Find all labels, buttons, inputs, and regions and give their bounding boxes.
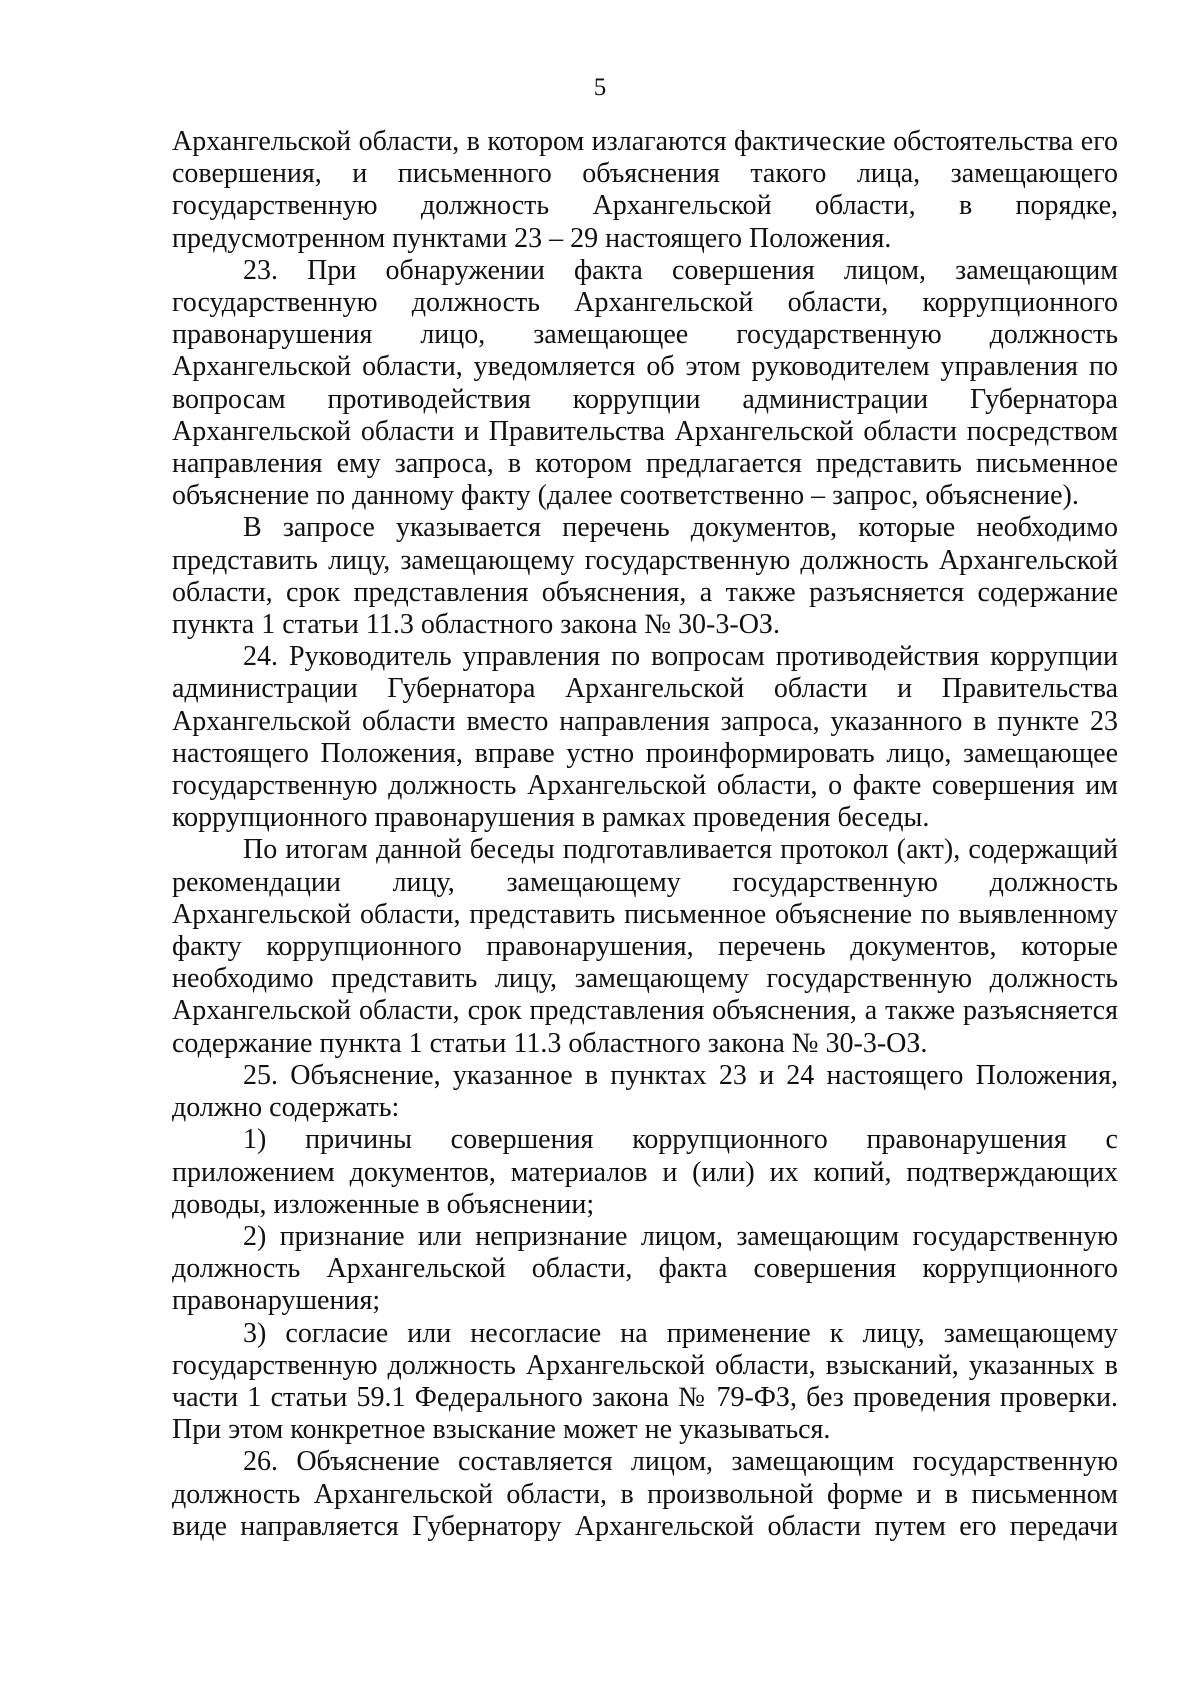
document-body	[172, 126, 1118, 1543]
paragraph-clause-23: 23. При обнаружении факта совершения лицом, замещающим государственную должность Архангельской области, коррупционного правонарушения лицо, замещающее государственную должность Архангельской области, уведомляется об этом руководителем управления по вопросам противодействия коррупции администрации Губернатора Архангельской области и Правительства Архангельской области посредством направления ему запроса, в котором предлагается представить письменное объяснение по данному факту (далее соответственно – запрос, объяснение).	[172, 254, 1118, 512]
paragraph-continuation: Архангельской области, в котором излагаются фактические обстоятельства его совершения, и письменного объяснения такого лица, замещающего государственную должность Архангельской области, в порядке, предусмотренном пунктами 23 – 29 настоящего Положения.	[172, 126, 1118, 254]
list-item-2: 2) признание или непризнание лицом, замещающим государственную должность Архангельской области, факта совершения коррупционного правонарушения;	[172, 1220, 1118, 1317]
list-item-3: 3) согласие или несогласие на применение к лицу, замещающему государственную должность Архангельской области, взысканий, указанных в части 1 статьи 59.1 Федерального закона № 79-ФЗ, без проведения проверки. При этом конкретное взыскание может не указываться.	[172, 1317, 1118, 1446]
paragraph-request-contents: В запросе указывается перечень документов, которые необходимо представить лицу, замещающему государственную должность Архангельской области, срок представления объяснения, а также разъясняется содержание пункта 1 статьи 11.3 областного закона № 30-3-ОЗ.	[172, 512, 1118, 641]
paragraph-clause-25: 25. Объяснение, указанное в пунктах 23 и 24 настоящего Положения, должно содержать:	[172, 1059, 1118, 1124]
list-item-1: 1) причины совершения коррупционного правонарушения с приложением документов, материалов и (или) их копий, подтверждающих доводы, изложенные в объяснении;	[172, 1124, 1118, 1220]
paragraph-conversation-results: По итогам данной беседы подготавливается протокол (акт), содержащий рекомендации лицу, замещающему государственную должность Архангельской области, представить письменное объяснение по выявленному факту коррупционного правонарушения, перечень документов, которые необходимо представить лицу, замещающему государственную должность Архангельской области, срок представления объяснения, а также разъясняется содержание пункта 1 статьи 11.3 областного закона № 30-3-ОЗ.	[172, 834, 1118, 1059]
page-number: 5	[593, 74, 607, 101]
paragraph-clause-26: 26. Объяснение составляется лицом, замещающим государственную должность Архангельской области, в произвольной форме и в письменном виде направляется Губернатору Архангельской области путем его передачи	[172, 1446, 1118, 1542]
paragraph-clause-24: 24. Руководитель управления по вопросам противодействия коррупции администрации Губернатора Архангельской области и Правительства Архангельской области вместо направления запроса, указанного в пункте 23 настоящего Положения, вправе устно проинформировать лицо, замещающее государственную должность Архангельской области, о факте совершения им коррупционного правонарушения в рамках проведения беседы.	[172, 641, 1118, 834]
